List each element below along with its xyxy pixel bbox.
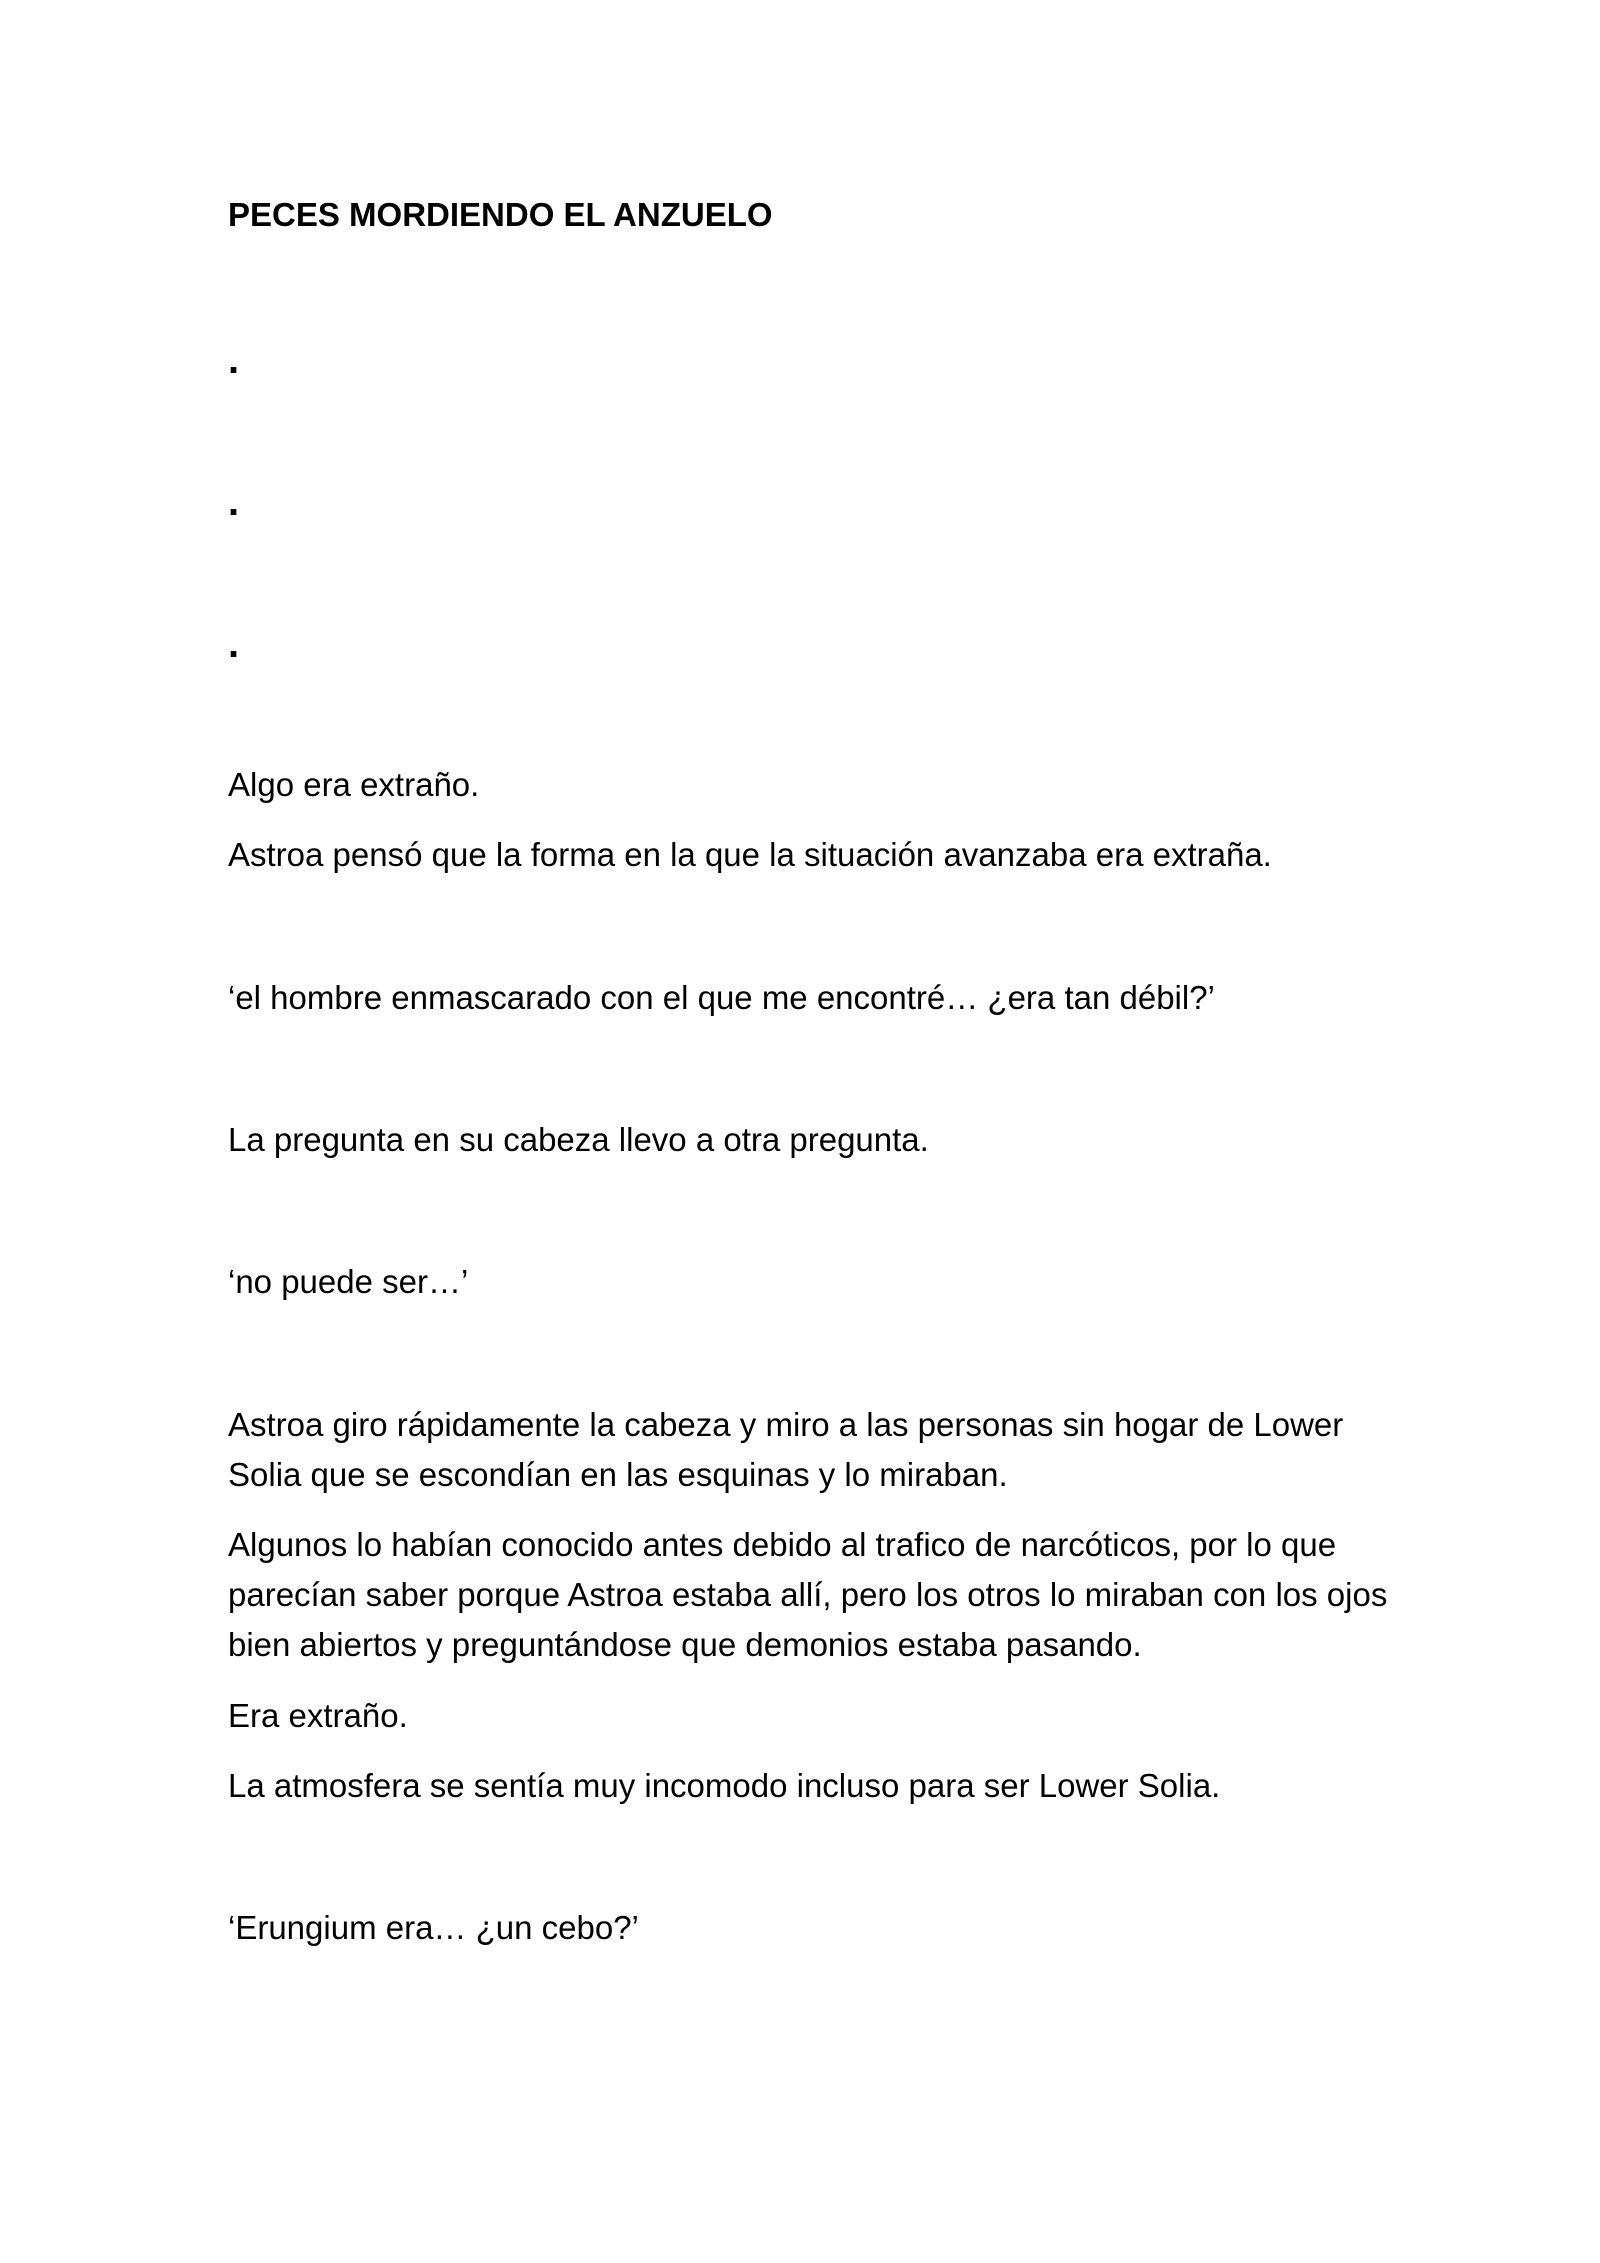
separator-dot: . xyxy=(228,480,240,524)
separator-dot: . xyxy=(228,338,240,382)
document-title: PECES MORDIENDO EL ANZUELO xyxy=(228,196,773,233)
separator-dot: . xyxy=(228,622,240,666)
paragraph: Astroa pensó que la forma en la que la situación avanzaba era extraña. xyxy=(228,836,1272,873)
paragraph: Algo era extraño. xyxy=(228,766,480,803)
paragraph: La pregunta en su cabeza llevo a otra pregunta. xyxy=(228,1121,929,1158)
paragraph: Astroa giro rápidamente la cabeza y miro a las personas sin hogar de Lower Solia que se escondían en las esquinas y lo miraban. xyxy=(228,1406,1344,1493)
paragraph: La atmosfera se sentía muy incomodo incluso para ser Lower Solia. xyxy=(228,1767,1221,1804)
paragraph: ‘no puede ser…’ xyxy=(228,1263,469,1300)
paragraph: Era extraño. xyxy=(228,1697,408,1734)
paragraph: Algunos lo habían conocido antes debido al trafico de narcóticos, por lo que parecían saber porque Astroa estaba allí, pero los otros lo miraban con los ojos bien abiertos y preguntándose que demonios estaba pasando. xyxy=(228,1526,1388,1663)
paragraph: ‘el hombre enmascarado con el que me encontré… ¿era tan débil?’ xyxy=(228,979,1215,1016)
paragraph: ‘Erungium era… ¿un cebo?’ xyxy=(228,1909,639,1946)
